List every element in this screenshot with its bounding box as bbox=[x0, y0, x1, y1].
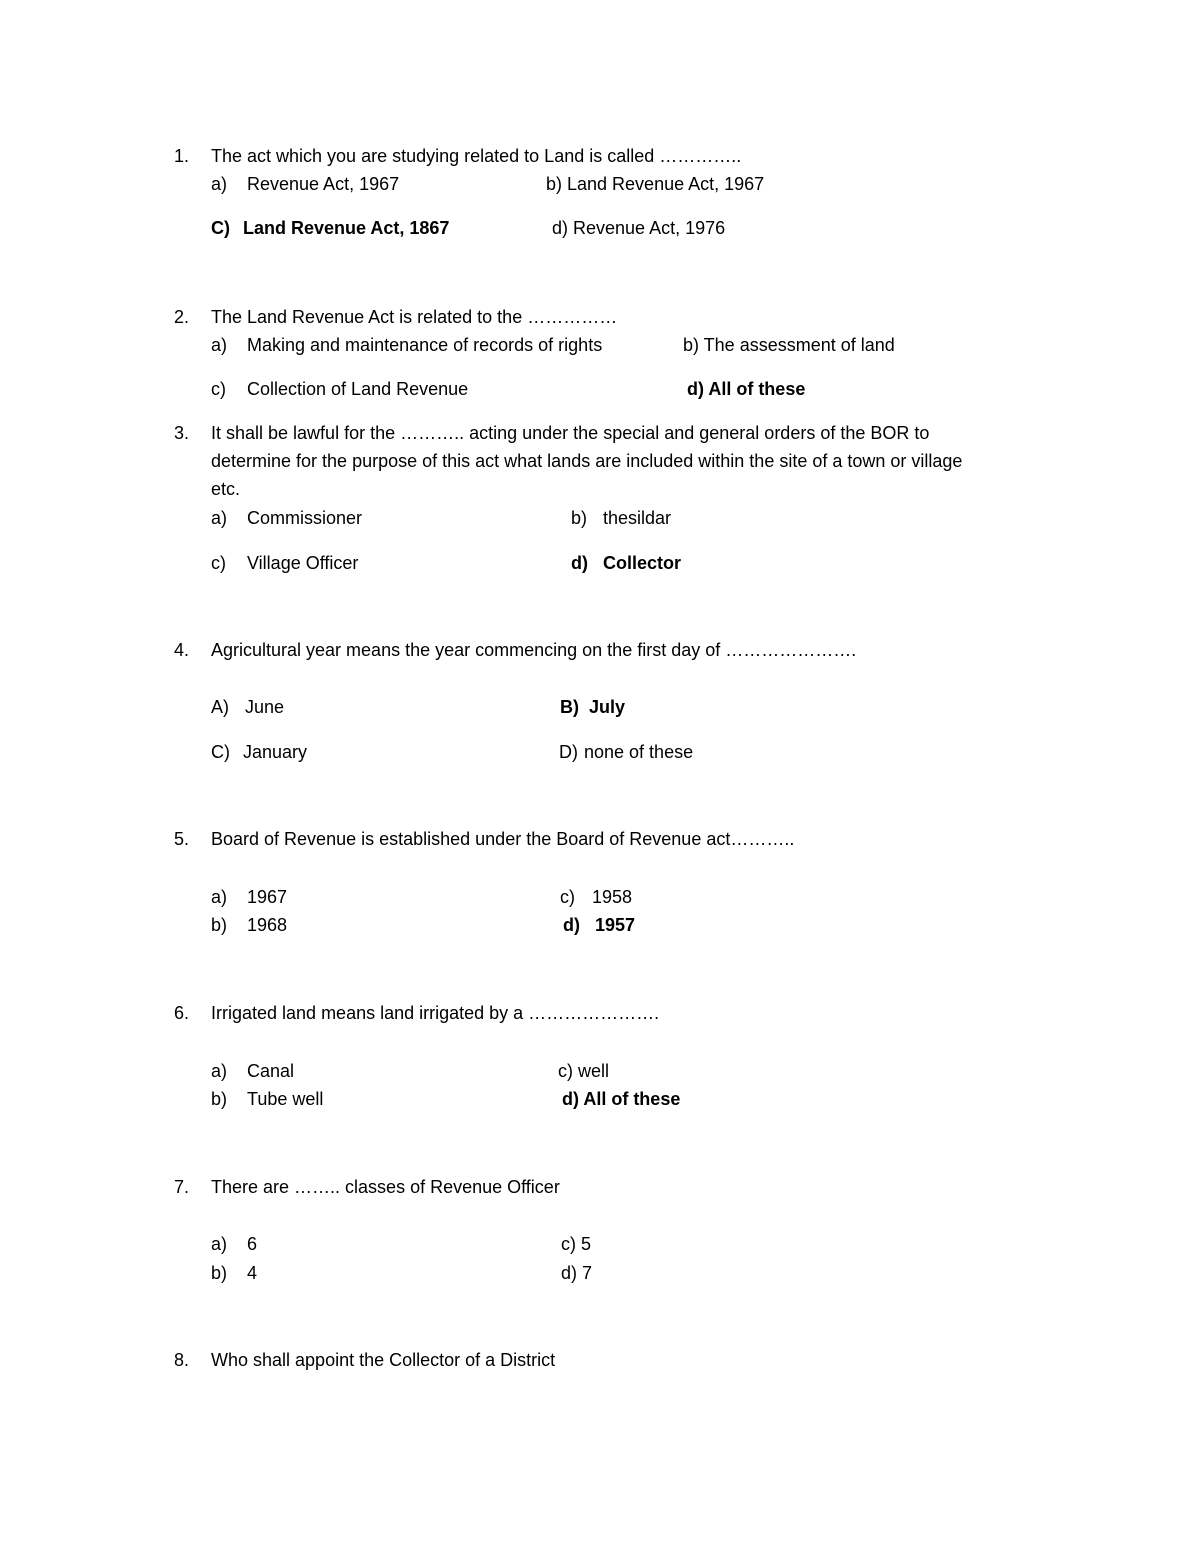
option-text: Collection of Land Revenue bbox=[247, 379, 469, 399]
option-text: 1967 bbox=[247, 887, 288, 907]
question-text: There are …….. classes of Revenue Officer bbox=[211, 1177, 560, 1197]
question-text-line: determine for the purpose of this act what lands are included within the site of a town or village bbox=[211, 451, 963, 471]
option-label: c) bbox=[560, 887, 575, 907]
option-text: Tube well bbox=[247, 1089, 324, 1109]
option-label: B) bbox=[560, 697, 579, 717]
option-label: D) bbox=[559, 742, 578, 762]
option-text: d) 7 bbox=[561, 1263, 593, 1283]
option-label: a) bbox=[211, 174, 228, 194]
option-label: C) bbox=[211, 742, 230, 762]
question-number: 3. bbox=[174, 423, 190, 443]
option-label: b) bbox=[211, 1263, 228, 1283]
option-label: C) bbox=[211, 218, 230, 238]
option-text-correct: d) All of these bbox=[562, 1089, 681, 1109]
option-label: c) bbox=[211, 553, 226, 573]
option-text: 4 bbox=[247, 1263, 258, 1283]
option-text: Commissioner bbox=[247, 508, 363, 528]
option-text: 6 bbox=[247, 1234, 258, 1254]
question-number: 8. bbox=[174, 1350, 190, 1370]
option-text: Making and maintenance of records of rights bbox=[247, 335, 603, 355]
option-label: a) bbox=[211, 1061, 228, 1081]
question-text-line: It shall be lawful for the ……….. acting under the special and general orders of the BOR to bbox=[211, 423, 930, 443]
option-text: Canal bbox=[247, 1061, 295, 1081]
option-text: Village Officer bbox=[247, 553, 359, 573]
option-text: thesildar bbox=[603, 508, 672, 528]
question-text: Board of Revenue is established under the Board of Revenue act……….. bbox=[211, 829, 795, 849]
question-number: 4. bbox=[174, 640, 190, 660]
option-label: d) bbox=[563, 915, 580, 935]
option-text: 1968 bbox=[247, 915, 288, 935]
option-text-correct: d) All of these bbox=[687, 379, 806, 399]
option-label: d) bbox=[571, 553, 588, 573]
option-text: none of these bbox=[584, 742, 694, 762]
option-label: b) bbox=[211, 1089, 228, 1109]
question-text: Who shall appoint the Collector of a District bbox=[211, 1350, 556, 1370]
option-text: b) The assessment of land bbox=[683, 335, 895, 355]
option-label: b) bbox=[571, 508, 588, 528]
option-label: a) bbox=[211, 887, 228, 907]
question-number: 1. bbox=[174, 146, 190, 166]
question-number: 2. bbox=[174, 307, 190, 327]
option-text: d) Revenue Act, 1976 bbox=[552, 218, 726, 238]
question-number: 5. bbox=[174, 829, 190, 849]
option-label: b) bbox=[211, 915, 228, 935]
option-text: b) Land Revenue Act, 1967 bbox=[546, 174, 765, 194]
option-label: a) bbox=[211, 508, 228, 528]
option-text: Revenue Act, 1967 bbox=[247, 174, 400, 194]
option-text: c) well bbox=[558, 1061, 610, 1081]
question-text-line: etc. bbox=[211, 479, 241, 499]
question-number: 6. bbox=[174, 1003, 190, 1023]
question-text: Agricultural year means the year commencing on the first day of …………………. bbox=[211, 640, 857, 660]
option-text: c) 5 bbox=[561, 1234, 592, 1254]
option-text-correct: July bbox=[589, 697, 626, 717]
option-text-correct: Collector bbox=[603, 553, 682, 573]
question-text: The Land Revenue Act is related to the …………… bbox=[211, 307, 618, 327]
option-label: a) bbox=[211, 335, 228, 355]
option-label: c) bbox=[211, 379, 226, 399]
option-text: June bbox=[245, 697, 285, 717]
question-text: Irrigated land means land irrigated by a …………………. bbox=[211, 1003, 660, 1023]
option-text: 1958 bbox=[592, 887, 633, 907]
question-text: The act which you are studying related to Land is called ………….. bbox=[211, 146, 742, 166]
option-label: a) bbox=[211, 1234, 228, 1254]
option-text: January bbox=[243, 742, 308, 762]
option-label: A) bbox=[211, 697, 229, 717]
option-text-correct: Land Revenue Act, 1867 bbox=[243, 218, 450, 238]
question-number: 7. bbox=[174, 1177, 190, 1197]
option-text-correct: 1957 bbox=[595, 915, 636, 935]
